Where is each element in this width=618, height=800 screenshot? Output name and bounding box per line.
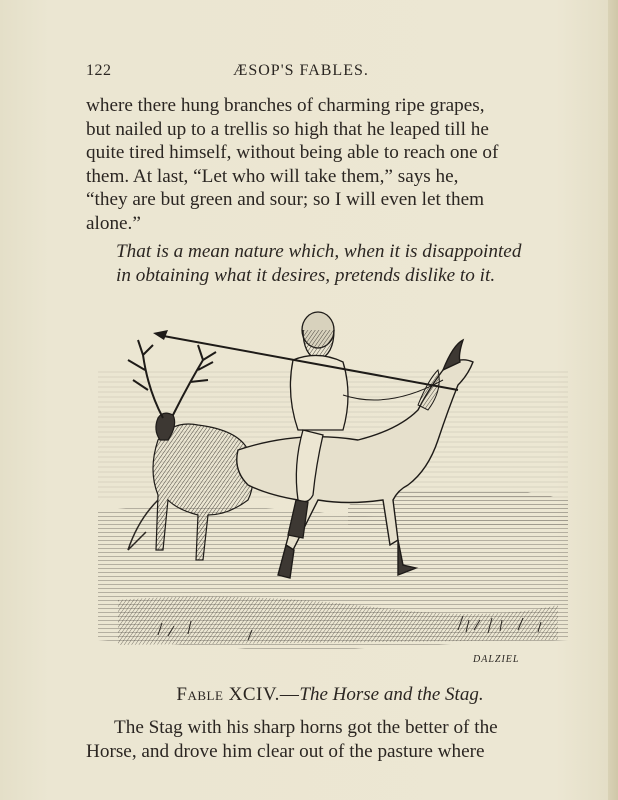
moral-line: That is a mean nature which, when it is disappointed bbox=[116, 241, 522, 262]
text-line: “they are but green and sour; so I will even let them bbox=[86, 189, 485, 211]
fable-number: Fable XCIV.— bbox=[176, 684, 300, 705]
moral bbox=[116, 240, 574, 287]
fable-title bbox=[86, 684, 574, 706]
page-number: 122 bbox=[86, 62, 112, 79]
page-edge bbox=[608, 0, 618, 800]
previous-fable-text bbox=[86, 94, 574, 236]
text-line: them. At last, “Let who will take them,” says he, bbox=[86, 165, 459, 187]
text-line: The Stag with his sharp horns got the better of the bbox=[114, 717, 498, 738]
text-line: where there hung branches of charming ripe grapes, bbox=[86, 95, 485, 116]
engraving-horse-and-stag bbox=[98, 300, 568, 670]
text-line: quite tired himself, without being able to reach one of bbox=[86, 142, 499, 164]
fable-body-text bbox=[86, 716, 574, 763]
engraver-signature: DALZIEL bbox=[473, 654, 520, 665]
book-title: ÆSOP'S FABLES. bbox=[233, 62, 369, 79]
fable-name: The Horse and the Stag. bbox=[299, 684, 484, 705]
moral-line: in obtaining what it desires, pretends dislike to it. bbox=[116, 264, 496, 286]
rider bbox=[288, 312, 348, 538]
text-line: Horse, and drove him clear out of the pasture where bbox=[86, 740, 485, 762]
running-head bbox=[86, 62, 516, 84]
text-line: alone.” bbox=[86, 212, 141, 234]
text-line: but nailed up to a trellis so high that he leaped till he bbox=[86, 118, 489, 140]
